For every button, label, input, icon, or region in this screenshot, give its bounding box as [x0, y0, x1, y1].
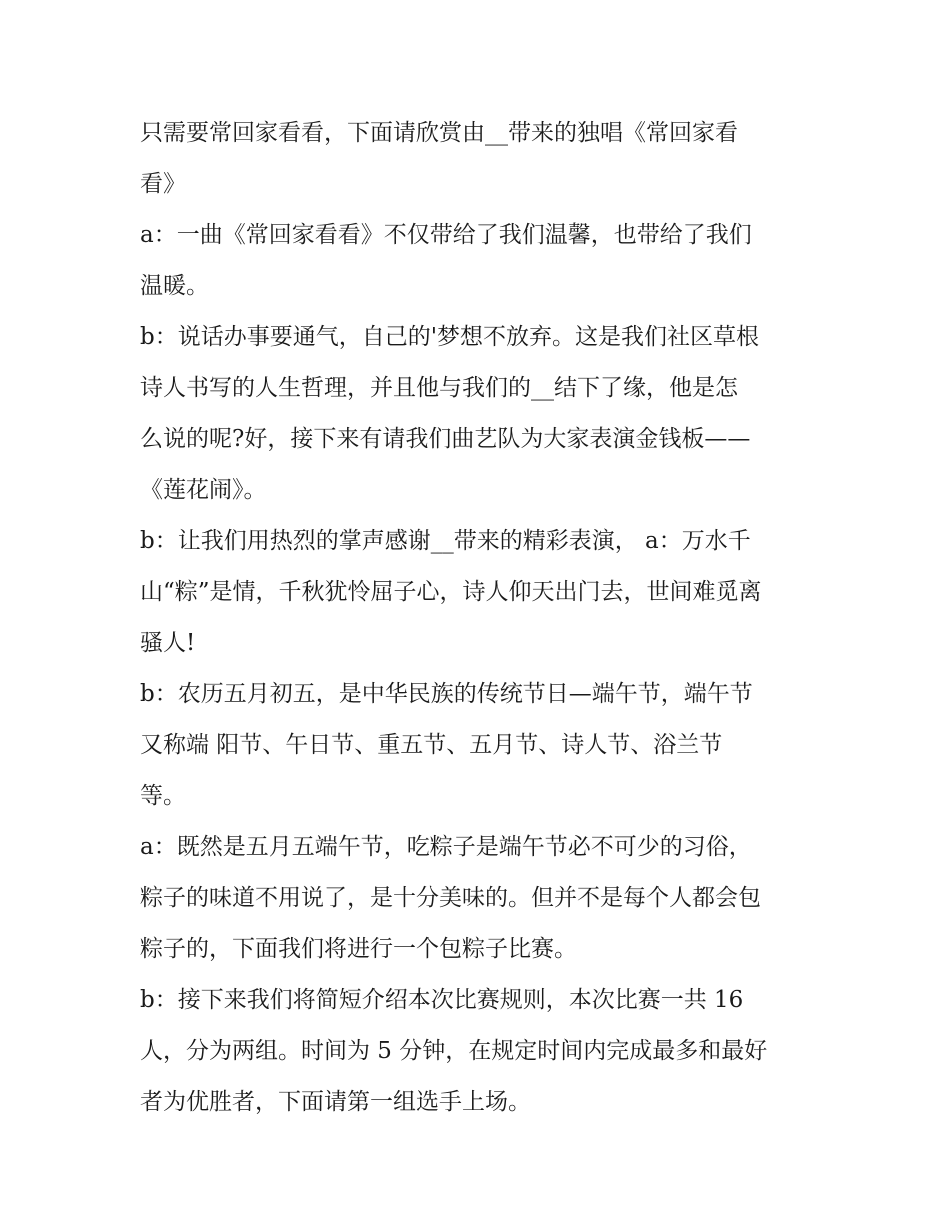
text-line: 骚人! [140, 630, 196, 656]
document-body [140, 108, 815, 1128]
text-line: 温暖。 [140, 273, 209, 299]
text-line: 者为优胜者，下面请第一组选手上场。 [140, 1089, 531, 1115]
text-line: 粽子的味道不用说了，是十分美味的。但并不是每个人都会包 [140, 885, 761, 911]
text-line: b：接下来我们将简短介绍本次比赛规则，本次比赛一共 16 [140, 987, 744, 1013]
text-line: 粽子的，下面我们将进行一个包粽子比赛。 [140, 936, 577, 962]
paragraph [140, 975, 815, 1128]
text-line: 山“粽”是情，千秋犹怜屈子心，诗人仰天出门去，世间难觅离 [140, 579, 762, 605]
text-line: a：一曲《常回家看看》不仅带给了我们温馨，也带给了我们 [140, 222, 752, 248]
text-line: 人，分为两组。时间为 5 分钟，在规定时间内完成最多和最好 [140, 1038, 768, 1064]
text-line: b：农历五月初五，是中华民族的传统节日—端午节，端午节 [140, 681, 753, 707]
text-line: b：说话办事要通气，自己的'梦想不放弃。这是我们社区草根 [140, 324, 760, 350]
text-line: b：让我们用热烈的掌声感谢__带来的精彩表演， a：万水千 [140, 528, 751, 554]
text-line: 么说的呢?好，接下来有请我们曲艺队为大家表演金钱板—— [140, 426, 751, 452]
paragraph [140, 516, 815, 669]
text-line: 等。 [140, 783, 186, 809]
text-line: 《莲花闹》。 [140, 477, 267, 503]
text-line: a：既然是五月五端午节，吃粽子是端午节必不可少的习俗， [140, 834, 752, 860]
paragraph [140, 822, 815, 975]
paragraph [140, 669, 815, 822]
text-line: 只需要常回家看看，下面请欣赏由__带来的独唱《常回家看 [140, 120, 738, 146]
text-line: 看》 [140, 171, 186, 197]
paragraph [140, 312, 815, 516]
paragraph [140, 108, 815, 210]
paragraph [140, 210, 815, 312]
text-line: 诗人书写的人生哲理，并且他与我们的__结下了缘，他是怎 [140, 375, 738, 401]
text-line: 又称端 阳节、午日节、重五节、五月节、诗人节、浴兰节 [140, 732, 723, 758]
